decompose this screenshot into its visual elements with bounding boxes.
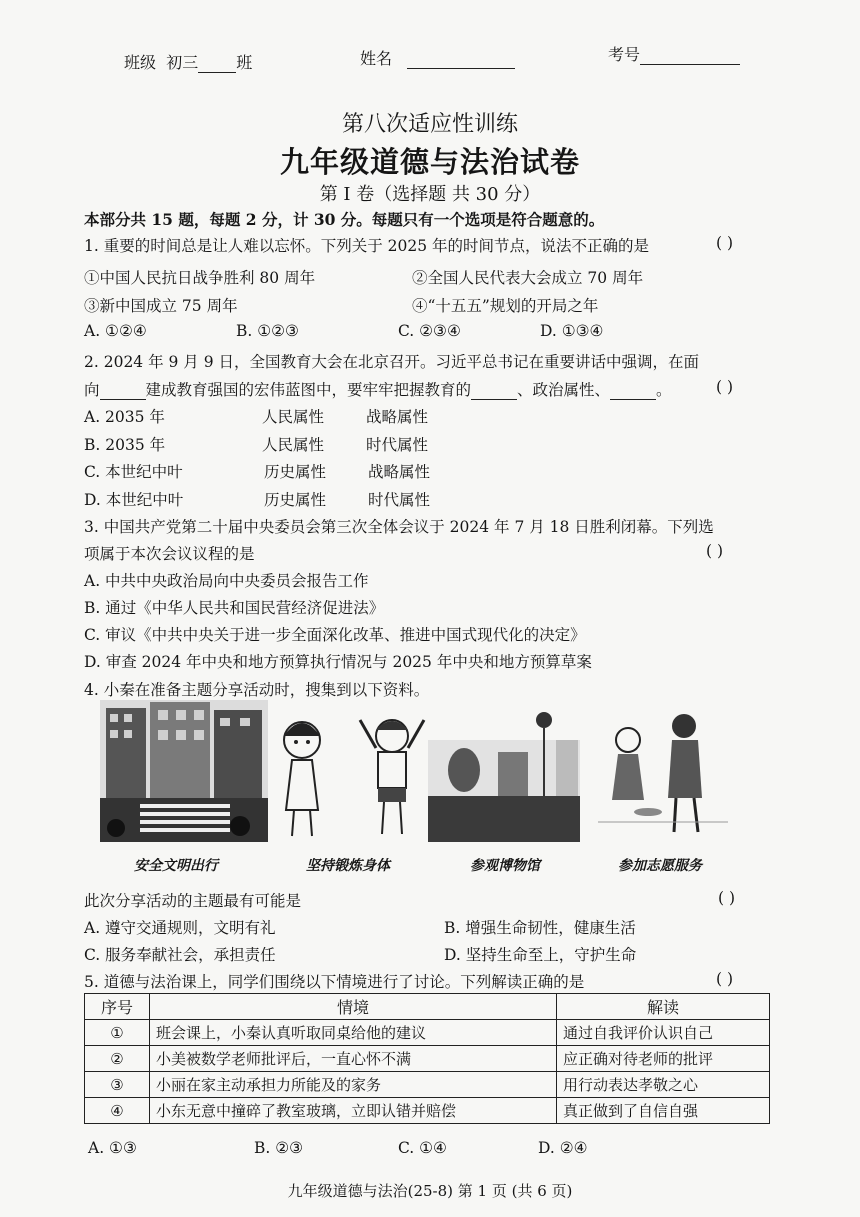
q5-option-b[interactable]: B. ②③ bbox=[254, 1139, 304, 1157]
q1-stem: 1. 重要的时间总是让人难以忘怀。下列关于 2025 年的时间节点，说法不正确的是 bbox=[84, 237, 650, 255]
volume-title: 第 Ⅰ 卷（选择题 共 30 分） bbox=[319, 184, 541, 205]
q3-line2: 项属于本次会议议程的是 bbox=[84, 545, 255, 563]
q5-stem: 5. 道德与法治课上，同学们围绕以下情境进行了讨论。下列解读正确的是 bbox=[84, 973, 585, 991]
q3-answer-paren[interactable]: ( ) bbox=[706, 542, 724, 560]
caption-4: 参加志愿服务 bbox=[618, 858, 702, 874]
class-label: 班级 bbox=[124, 53, 157, 72]
q2-option-a-attr2: 战略属性 bbox=[366, 408, 429, 426]
training-title: 第八次适应性训练 bbox=[341, 112, 518, 137]
q2-option-b[interactable]: B. 2035 年 bbox=[84, 436, 166, 454]
exam-no-blank[interactable] bbox=[640, 63, 740, 65]
row-reading: 用行动表达孝敬之心 bbox=[557, 1072, 770, 1098]
q2-line1: 2. 2024 年 9 月 9 日，全国教育大会在北京召开。习近平总书记在重要讲话中强调，在面 bbox=[84, 353, 700, 371]
q5-option-c[interactable]: C. ①④ bbox=[398, 1139, 447, 1157]
name-blank[interactable] bbox=[407, 67, 515, 69]
row-situation: 班会课上，小秦认真听取同桌给他的建议 bbox=[150, 1020, 557, 1046]
row-situation: 小东无意中撞碎了教室玻璃，立即认错并赔偿 bbox=[150, 1098, 557, 1124]
q5-answer-paren[interactable]: ( ) bbox=[716, 970, 734, 988]
q4-option-b[interactable]: B. 增强生命韧性，健康生活 bbox=[444, 919, 636, 937]
q2-option-a-attr1: 人民属性 bbox=[262, 408, 325, 426]
exam-no-field bbox=[608, 42, 740, 65]
q2-answer-paren[interactable]: ( ) bbox=[716, 378, 734, 396]
table-row bbox=[85, 1072, 770, 1098]
name-field bbox=[360, 46, 515, 69]
row-reading: 通过自我评价认识自己 bbox=[557, 1020, 770, 1046]
table-row bbox=[85, 1020, 770, 1046]
header-no: 序号 bbox=[85, 994, 150, 1020]
volunteer-image bbox=[588, 700, 738, 842]
q2-option-c-attr2: 战略属性 bbox=[368, 463, 431, 481]
q4-answer-paren[interactable]: ( ) bbox=[718, 889, 736, 907]
class-blank[interactable] bbox=[198, 71, 236, 73]
instruction: 本部分共 15 题，每题 2 分，计 30 分。每题只有一个选项是符合题意的。 bbox=[84, 210, 605, 229]
q4-option-a[interactable]: A. 遵守交通规则，文明有礼 bbox=[84, 919, 276, 937]
q5-option-a[interactable]: A. ①③ bbox=[88, 1139, 137, 1157]
q2-line2: 向 建成教育强国的宏伟蓝图中，要牢牢把握教育的 、政治属性、 。 bbox=[84, 381, 672, 399]
class-suffix: 班 bbox=[236, 53, 253, 72]
row-situation: 小丽在家主动承担力所能及的家务 bbox=[150, 1072, 557, 1098]
row-no: ④ bbox=[85, 1098, 150, 1124]
q2-option-b-attr2: 时代属性 bbox=[366, 436, 429, 454]
museum-image bbox=[428, 700, 580, 842]
row-reading: 应正确对待老师的批评 bbox=[557, 1046, 770, 1072]
q2-option-d-attr1: 历史属性 bbox=[264, 491, 327, 509]
class-prefix: 初三 bbox=[166, 53, 199, 72]
q1-item-4: ④“十五五”规划的开局之年 bbox=[412, 297, 599, 315]
q4-stem: 4. 小秦在准备主题分享活动时，搜集到以下资料。 bbox=[84, 681, 430, 699]
name-label: 姓名 bbox=[360, 49, 393, 68]
row-reading: 真正做到了自信自强 bbox=[557, 1098, 770, 1124]
q1-item-2: ②全国人民代表大会成立 70 周年 bbox=[412, 269, 644, 287]
row-no: ① bbox=[85, 1020, 150, 1046]
q2-option-a[interactable]: A. 2035 年 bbox=[84, 408, 165, 426]
q5-table bbox=[84, 993, 770, 1124]
q1-item-3: ③新中国成立 75 周年 bbox=[84, 297, 238, 315]
caption-1: 安全文明出行 bbox=[134, 858, 218, 874]
safe-travel-image bbox=[100, 700, 268, 842]
page-footer: 九年级道德与法治(25-8) 第 1 页 (共 6 页) bbox=[287, 1182, 573, 1200]
q3-option-a[interactable]: A. 中共中央政治局向中央委员会报告工作 bbox=[84, 572, 369, 590]
q1-option-b[interactable]: B. ①②③ bbox=[236, 322, 299, 340]
q5-option-d[interactable]: D. ②④ bbox=[538, 1139, 588, 1157]
q1-option-a[interactable]: A. ①②④ bbox=[84, 322, 147, 340]
q4-option-c[interactable]: C. 服务奉献社会，承担责任 bbox=[84, 946, 276, 964]
q1-answer-paren[interactable]: ( ) bbox=[716, 234, 734, 252]
row-situation: 小美被数学老师批评后，一直心怀不满 bbox=[150, 1046, 557, 1072]
exam-no-label: 考号 bbox=[608, 45, 641, 64]
header-situation: 情境 bbox=[150, 994, 557, 1020]
q2-blank-2[interactable] bbox=[471, 398, 517, 400]
q1-option-d[interactable]: D. ①③④ bbox=[540, 322, 604, 340]
q2-option-d-attr2: 时代属性 bbox=[368, 491, 431, 509]
caption-2: 坚持锻炼身体 bbox=[306, 858, 390, 874]
boy-exercise-image bbox=[352, 700, 432, 842]
q2-blank-3[interactable] bbox=[610, 398, 656, 400]
q2-option-d[interactable]: D. 本世纪中叶 bbox=[84, 491, 184, 509]
girl-exercise-image bbox=[272, 700, 342, 842]
table-row bbox=[85, 1098, 770, 1124]
row-no: ③ bbox=[85, 1072, 150, 1098]
q2-option-c[interactable]: C. 本世纪中叶 bbox=[84, 463, 183, 481]
q1-option-c[interactable]: C. ②③④ bbox=[398, 322, 461, 340]
q1-item-1: ①中国人民抗日战争胜利 80 周年 bbox=[84, 269, 316, 287]
table-header-row bbox=[85, 994, 770, 1020]
caption-3: 参观博物馆 bbox=[470, 858, 540, 874]
q2-option-c-attr1: 历史属性 bbox=[264, 463, 327, 481]
q3-option-d[interactable]: D. 审查 2024 年中央和地方预算执行情况与 2025 年中央和地方预算草案 bbox=[84, 653, 592, 671]
q4-question: 此次分享活动的主题最有可能是 bbox=[84, 892, 302, 910]
q3-option-c[interactable]: C. 审议《中共中央关于进一步全面深化改革、推进中国式现代化的决定》 bbox=[84, 626, 586, 644]
header-reading: 解读 bbox=[557, 994, 770, 1020]
q3-line1: 3. 中国共产党第二十届中央委员会第三次全体会议于 2024 年 7 月 18 日胜利闭幕。下列选 bbox=[84, 518, 714, 536]
class-field bbox=[124, 50, 252, 73]
q3-option-b[interactable]: B. 通过《中华人民共和国民营经济促进法》 bbox=[84, 599, 385, 617]
q2-blank-1[interactable] bbox=[100, 398, 146, 400]
q4-option-d[interactable]: D. 坚持生命至上，守护生命 bbox=[444, 946, 637, 964]
q2-option-b-attr1: 人民属性 bbox=[262, 436, 325, 454]
row-no: ② bbox=[85, 1046, 150, 1072]
table-row bbox=[85, 1046, 770, 1072]
paper-title: 九年级道德与法治试卷 bbox=[279, 145, 580, 179]
